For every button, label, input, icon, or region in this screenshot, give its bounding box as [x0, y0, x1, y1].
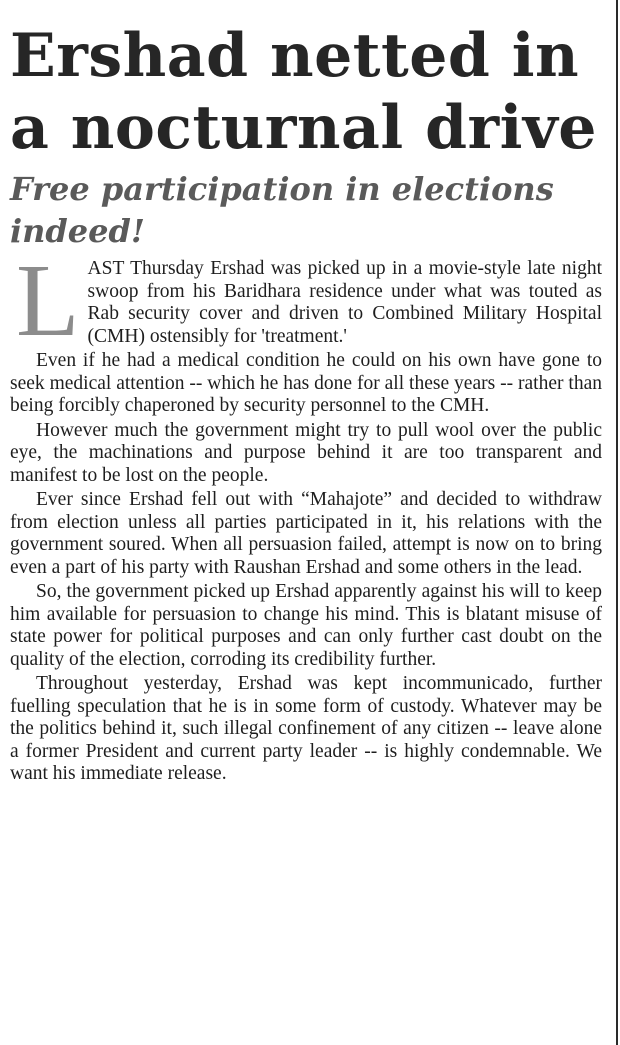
paragraph-5: So, the government picked up Ershad apparently against his will to keep him available for persuasion to change his mind. This is blatant misuse of state power for political purposes and can only further cast doubt on the quality of the election, corroding its credibility further.	[10, 581, 602, 670]
headline: Ershad netted in a nocturnal drive	[10, 21, 597, 163]
paragraph-6: Throughout yesterday, Ershad was kept incommunicado, further fuelling speculation that he is in some form of custody. Whatever may be the politics behind it, such illegal confinement of any citizen -- leave alone a former President and current party leader -- is highly condemnable. We want his immediate release.	[10, 673, 602, 784]
paragraph-4: Ever since Ershad fell out with “Mahajote” and decided to withdraw from election unless all parties participated in it, his relations with the government soured. When all persuasion failed, attempt is now on to bring even a part of his party with Raushan Ershad and some others in the lead.	[10, 489, 602, 578]
editorial-article	[10, 20, 602, 788]
paragraph-3: However much the government might try to pull wool over the public eye, the machinations and purpose behind it are too transparent and manifest to be lost on the people.	[10, 419, 602, 486]
paragraph-1	[10, 243, 602, 358]
column-rule	[616, 0, 618, 1045]
paragraph-1-text: AST Thursday Ershad was picked up in a movie-style late night swoop from his Baridhara residence under what was touted as Rab security cover and driven to Combined Military Hospital (CMH) ostensibly for 'treatment.'	[87, 258, 602, 347]
drop-cap: L	[16, 243, 80, 358]
paragraph-2: Even if he had a medical condition he could on his own have gone to seek medical attention -- which he has done for all these years -- rather than being forcibly chaperoned by security personnel to the CMH.	[10, 350, 602, 416]
subheadline: Free participation in elections indeed!	[10, 170, 554, 250]
article-body	[10, 243, 602, 786]
